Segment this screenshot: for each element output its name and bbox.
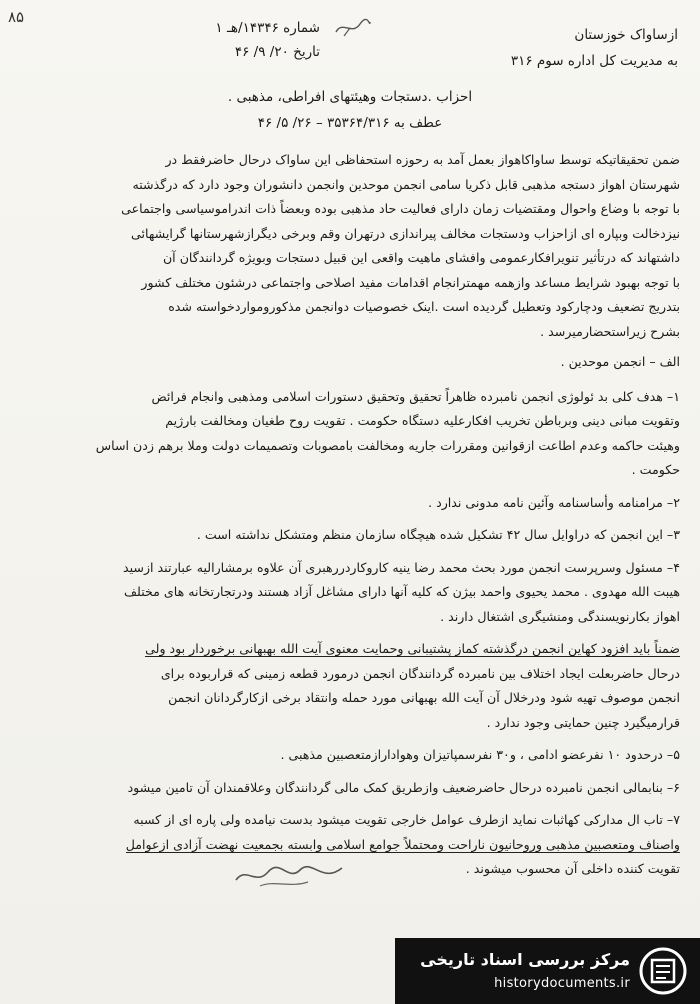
text-line: وهیئت حاکمه وعدم اطاعت ازقوانین ومقررات جاریه ومخالفت بامصوبات وتصمیمات دولت وملا برهم زدن اساس [95,437,680,453]
text-line: ضمناً باید افزود کهاین انجمن درگذشته کماز پشتیبانی وحمایت معنوی آیت الله بهبهانی برخوردار بود ولی [145,641,680,656]
list-item [20,491,680,516]
list-item [20,556,680,630]
watermark-title: مرکز بررسی اسناد تاریخی [420,950,630,969]
letter-date: تاریخ ۲۰/ ۹/ ۴۶ [234,44,320,60]
text-line: واصناف ومتعصبین مذهبی وروحانیون ناراحت ومحتملاً جوامع اسلامی وابسته بجمعیت نهضت آزادی ازعوامل [125,836,680,852]
text-line: تقویت کننده داخلی آن محسوب میشوند . [465,861,680,876]
text-line: حکومت . [631,462,680,477]
header-addressees [511,22,678,74]
reference-line: عطف به ۳۵۳۶۴/۳۱۶ – ۲۶/ ۵/ ۴۶ [257,115,443,131]
text-line: قرارمیگیرد چنین حمایتی وجود ندارد . [486,714,680,730]
text-line: بتدریج تضعیف ودچارکود وتعطیل گردیده است .اینک خصوصیات دوانجمن مذکورومواردخواسته شده [168,299,680,314]
text-line: داشتهاند که درتأثیر تنویرافکارعمومی وافشای ماهیت واقعی این قبیل دستجات وبویژه گردانندگان آن [162,250,680,265]
text-line: ۷– تاب ال مدارکی کهاثبات نماید ازطرف عوامل خارجی تقویت میشود بدست نیامده ولی پاره ای از کسبه [133,812,680,827]
list-item [20,637,680,735]
text-line: انجمن موصوف تهیه شود ودرخلال آن آیت الله بهبهانی مورد حمله وانتقاد برخی ازکارگردانان انجمن [168,690,680,705]
intro-paragraph [20,148,680,344]
list-item [20,523,680,548]
classification-mark-icon [330,14,374,40]
list-item [20,743,680,768]
list-item [20,776,680,801]
signature-icon [230,858,350,892]
text-line: وتقویت مبانی دینی وبرباطن تخریب افکارعلیه دستگاه حکومت . تقویت روح طغیان ومخالفت بارژیم [165,413,680,428]
text-line: با توجه بهبود شرایط مساعد وازهمه مهمترانجام اقدامات مفید اصلاحی واجتماعی درشئون مختلف کشور [141,274,680,290]
subject-line: احزاب .دستجات وهیئتهای افراطی، مذهبی . [227,89,473,105]
header-to: به مدیریت کل اداره سوم ۳۱۶ [510,53,678,69]
text-line: شهرستان اهواز دستجه مذهبی قابل ذکریا سامی انجمن موحدین وانجمن دانشوران وجود دارد که درگذشته [132,176,680,192]
archive-logo-icon [638,946,688,996]
watermark-url: historydocuments.ir [494,976,630,991]
section-title: الف – انجمن موحدین . [560,354,680,369]
list-item [20,385,680,483]
header-from: ازساواک خوزستان [574,27,678,43]
text-line: نیزدخالت وبپاره ای ازاحزاب ودستجات مخالف پیراندازی درتهران وقم وبرخی دیگرازشهرستانها گرایشهائی [131,225,680,241]
text-line: بشرح زیراستحضارمیرسد . [540,323,680,339]
text-line: ضمن تحقیقاتیکه توسط ساواکاهواز بعمل آمد به رحوزه استحفاظی این ساواک درحال حاضرفقط در [165,152,680,167]
text-line: ۱– هدف کلی بد ئولوژی انجمن نامبرده ظاهراً تحقیق وتحقیق دستورات اسلامی ومذهبی وانجام فرائض [151,388,680,404]
text-line: ۵– درحدود ۱۰ نفرعضو ادامی ، و۳۰ نفرسمپاتیزان وهوادارازمتعصبین مذهبی . [280,747,680,762]
header-reference [130,16,320,64]
text-line: ۴– مسئول وسرپرست انجمن مورد بحث محمد رضا ینیه کاروکاردررهبری آن علاوه برمشارالیه عبارتند ازسید [123,559,680,575]
text-line: ۳– این انجمن که دراوایل سال ۴۲ تشکیل شده هیچگاه سازمان منظم ومتشکل نداشته است . [196,527,680,542]
subject-block [70,84,630,136]
text-line: هیبت الله مهدوی . محمد یحیوی واحمد بیژن که کلیه آنها دارای مشاغل آزاد هستند ودرتجارتخانه های مختلف [124,584,680,599]
text-line: ۲– مرامنامه وأساسنامه وآئین نامه مدونی ندارد . [428,494,680,510]
text-line: درحال حاضربعلت ایجاد اختلاف بین نامبرده گردانندگان انجمن درمورد قطعه زمینی که قراربوده برای [160,665,680,681]
letter-number: شماره ۱۴۳۴۶/هـ ۱ [215,20,320,36]
archive-watermark [395,938,700,1004]
text-line: با توجه با وضاع واحوال ومقتضیات زمان دارای فعالیت حاد مذهبی بوده وبعضاً ذات اندراموسیاسی واجتماعی [121,201,680,216]
page-number: ۸۵ [8,8,25,26]
list-item [20,808,680,882]
document-body [20,148,680,890]
text-line: ۶– بنابمالی انجمن نامبرده درحال حاضرضعیف وازطریق کمک مالی گردانندگان وعلاقمندان آن تامین میشود [127,779,680,795]
text-line: اهواز بکارنویسندگی ومنشیگری اشتغال دارند . [440,608,680,624]
